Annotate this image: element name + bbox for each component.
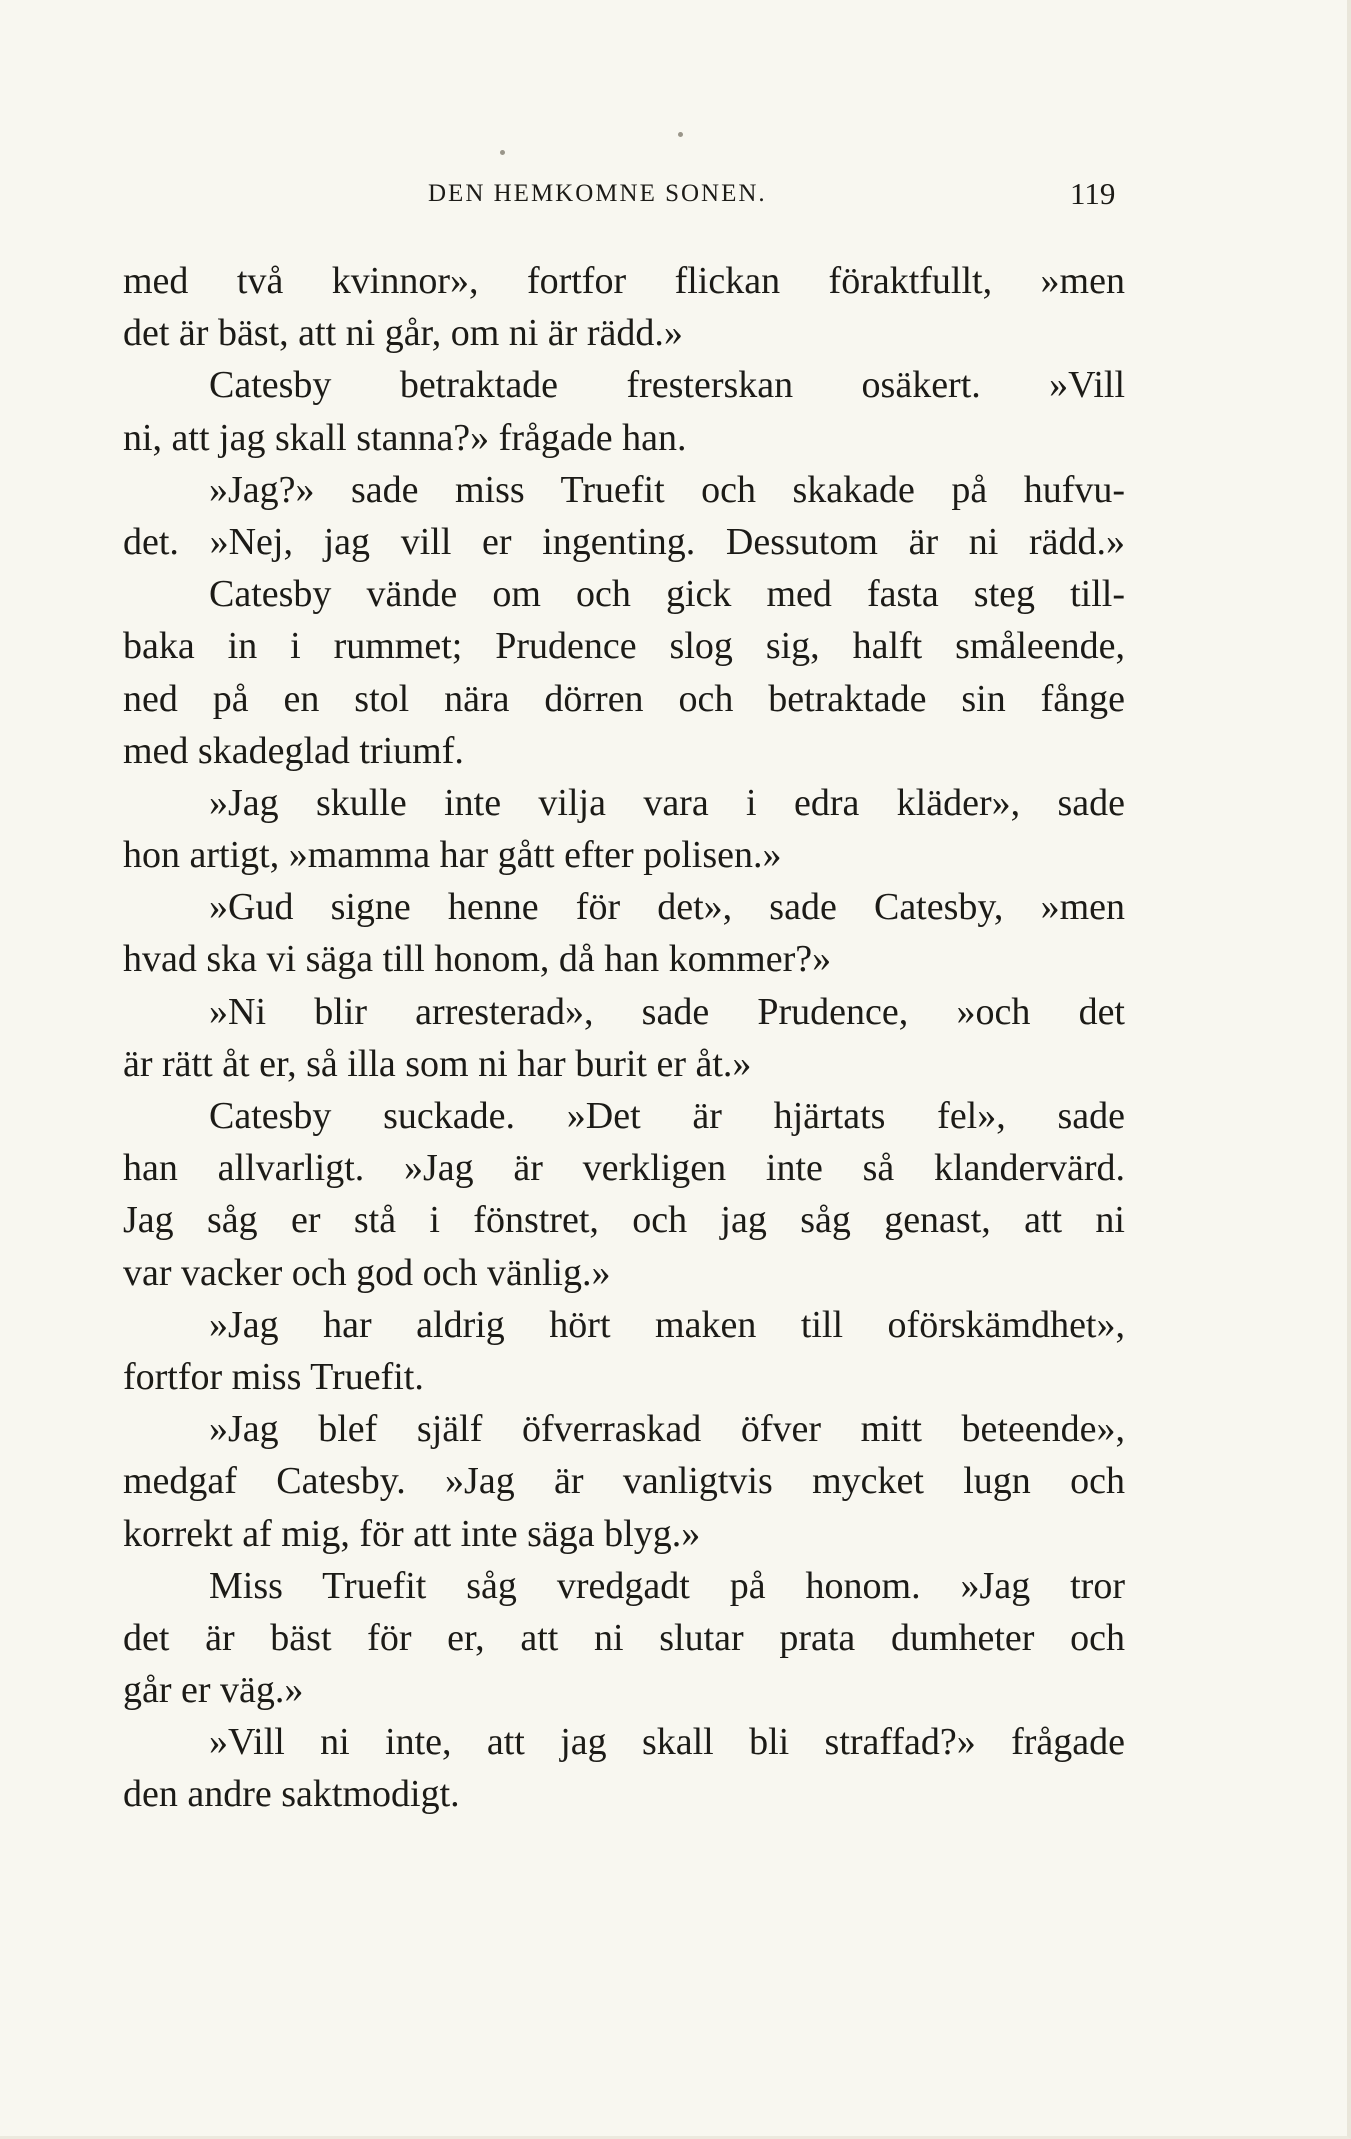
text-line: Catesby betraktade fresterskan osäkert. »Vill (209, 364, 1125, 407)
page-number: 119 (1070, 176, 1116, 211)
text-line: det är bäst för er, att ni slutar prata dumheter och (123, 1616, 1125, 1659)
text-line: hon artigt, »mamma har gått efter polisen.» (123, 834, 782, 877)
page-header (0, 176, 1351, 216)
text-line: baka in i rummet; Prudence slog sig, halft småleende, (123, 625, 1125, 668)
text-line: var vacker och god och vänlig.» (123, 1251, 611, 1294)
text-line: med skadeglad triumf. (123, 729, 464, 772)
text-line: »Jag blef själf öfverraskad öfver mitt beteende», (209, 1408, 1125, 1451)
text-line: Jag såg er stå i fönstret, och jag såg genast, att ni (123, 1199, 1125, 1242)
body-text (123, 255, 1125, 1821)
text-line: hvad ska vi säga till honom, då han kommer?» (123, 938, 832, 981)
text-line: »Jag har aldrig hört maken till oförskämdhet», (209, 1303, 1125, 1346)
text-line: Miss Truefit såg vredgadt på honom. »Jag tror (209, 1564, 1125, 1607)
text-line: »Vill ni inte, att jag skall bli straffad?» frågade (209, 1721, 1125, 1764)
print-speck (678, 132, 683, 137)
text-line: ned på en stol nära dörren och betraktade sin fånge (123, 677, 1125, 720)
text-line: »Jag skulle inte vilja vara i edra kläder», sade (209, 781, 1125, 824)
text-line: Catesby vände om och gick med fasta steg till- (209, 573, 1125, 616)
text-line: går er väg.» (123, 1669, 304, 1712)
text-line: ni, att jag skall stanna?» frågade han. (123, 416, 687, 459)
text-line: »Ni blir arresterad», sade Prudence, »och det (209, 990, 1125, 1033)
text-line: med två kvinnor», fortfor flickan föraktfullt, »men (123, 260, 1125, 302)
text-line: medgaf Catesby. »Jag är vanligtvis mycket lugn och (123, 1460, 1125, 1503)
text-line: det är bäst, att ni går, om ni är rädd.» (123, 312, 683, 355)
text-line: »Jag?» sade miss Truefit och skakade på hufvu- (209, 468, 1125, 511)
text-line: Catesby suckade. »Det är hjärtats fel», sade (209, 1095, 1125, 1137)
text-line: »Gud signe henne för det», sade Catesby, »men (209, 886, 1125, 929)
print-speck (500, 150, 505, 155)
text-line: det. »Nej, jag vill er ingenting. Dessutom är ni rädd.» (123, 520, 1125, 563)
text-line: den andre saktmodigt. (123, 1773, 460, 1816)
text-line: korrekt af mig, för att inte säga blyg.» (123, 1512, 701, 1555)
running-title: DEN HEMKOMNE SONEN. (428, 180, 767, 207)
text-line: är rätt åt er, så illa som ni har burit er åt.» (123, 1042, 752, 1085)
text-line: han allvarligt. »Jag är verkligen inte så klandervärd. (123, 1147, 1125, 1190)
text-line: fortfor miss Truefit. (123, 1355, 424, 1398)
